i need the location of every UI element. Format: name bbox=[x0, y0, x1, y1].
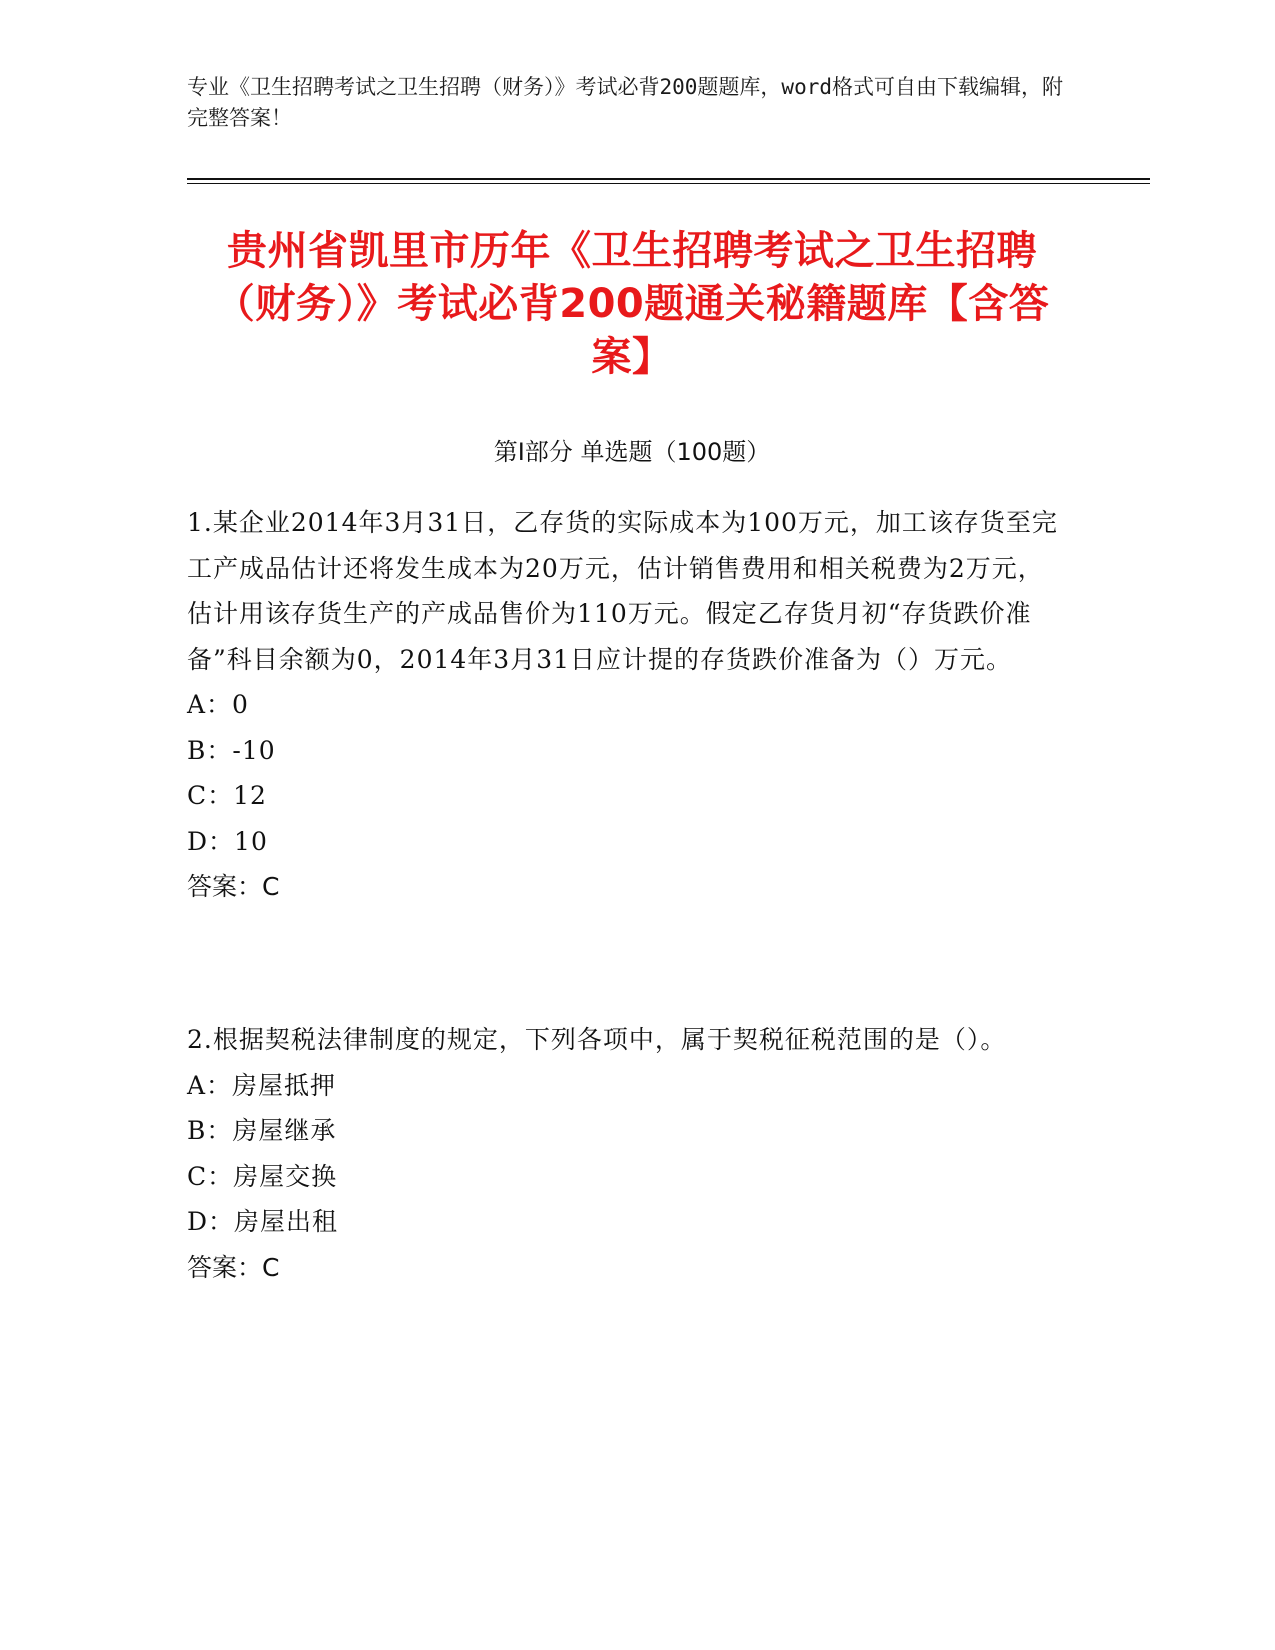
question-stem: 1.某企业2014年3月31日，乙存货的实际成本为100万元，加工该存货至完工产成品估计还将发生成本为20万元，估计销售费用和相关税费为2万元，估计用该存货生产的产成品售价为110万元。假定乙存货月初“存货跌价准备”科目余额为0，2014年3月31日应计提的存货跌价准备为（）万元。 bbox=[187, 508, 1058, 674]
option-d: D：10 bbox=[187, 826, 268, 856]
option-b: B：-10 bbox=[187, 735, 276, 765]
header-divider-thick bbox=[187, 178, 1150, 180]
option-a: A：房屋抵押 bbox=[187, 1070, 337, 1100]
answer-line: 答案：C bbox=[187, 1252, 280, 1282]
answer-line: 答案：C bbox=[187, 872, 280, 901]
option-c: C：房屋交换 bbox=[187, 1161, 338, 1191]
question-1 bbox=[187, 500, 1067, 910]
option-a: A：0 bbox=[187, 690, 249, 719]
document-title: 贵州省凯里市历年《卫生招聘考试之卫生招聘（财务）》考试必背200题通关秘籍题库【含答案】 bbox=[214, 228, 1050, 380]
option-b: B：房屋继承 bbox=[187, 1116, 337, 1145]
header-note: 专业《卫生招聘考试之卫生招聘（财务）》考试必背200题题库，word格式可自由下载编辑，附完整答案！ bbox=[187, 75, 1063, 130]
option-c: C：12 bbox=[187, 781, 267, 810]
header-divider-thin bbox=[187, 183, 1150, 184]
question-stem: 2.根据契税法律制度的规定，下列各项中，属于契税征税范围的是（）。 bbox=[187, 1025, 1007, 1054]
option-d: D：房屋出租 bbox=[187, 1207, 339, 1236]
question-2 bbox=[187, 1017, 1067, 1290]
section-heading: 第Ⅰ部分 单选题（100题） bbox=[493, 438, 771, 466]
